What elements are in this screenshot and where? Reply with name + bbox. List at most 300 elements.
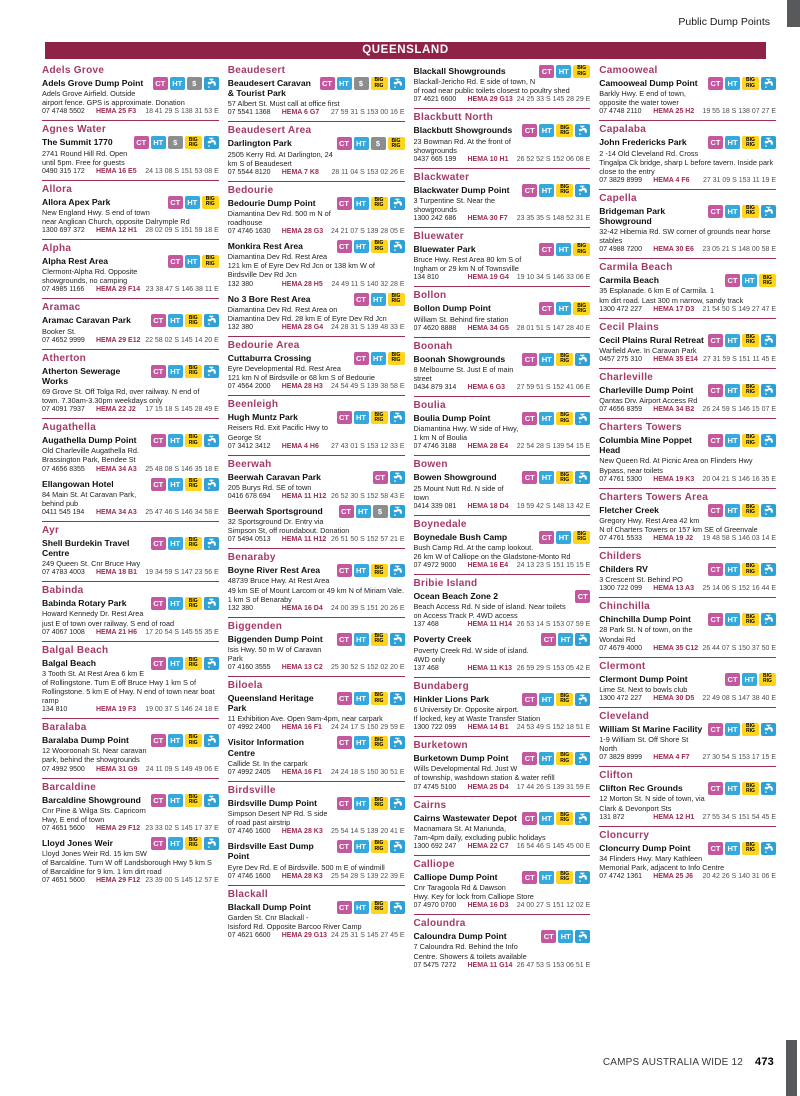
gps-coordinates: 24 25 31 S 145 27 45 E — [331, 931, 405, 939]
cassette-toilet-icon: CT — [725, 274, 740, 287]
cassette-toilet-icon: CT — [708, 205, 723, 218]
site-data-line — [599, 108, 776, 115]
big-rig-icon: BIG RIG — [371, 240, 388, 253]
hema-map-ref: HEMA 28 K3 — [281, 872, 323, 880]
column-4 — [599, 65, 776, 1065]
site-description: 8 Melbourne St. Just E of main street — [413, 364, 514, 383]
site-icons — [337, 240, 405, 253]
phone-number: 07 4620 8888 — [413, 324, 457, 332]
town-entry — [414, 65, 591, 103]
gps-coordinates: 25 54 14 S 139 20 41 E — [330, 828, 405, 836]
phone-number: 07 4651 5600 — [42, 824, 85, 832]
big-rig-icon: BIG RIG — [185, 365, 202, 378]
site-name: Lloyd Jones Weir — [42, 837, 113, 848]
big-rig-icon: BIG RIG — [556, 871, 573, 884]
gps-coordinates: 19 48 58 S 146 03 14 E — [702, 535, 776, 543]
town-entry — [599, 826, 776, 880]
site-name: Columbia Mine Poppet Head — [599, 435, 692, 456]
town-name: Bowen — [413, 459, 448, 471]
cassette-toilet-icon: CT — [151, 314, 166, 327]
hema-map-ref: HEMA 35 E14 — [653, 355, 698, 363]
hose-toilet-icon: HT — [539, 812, 554, 825]
cassette-toilet-icon: CT — [522, 812, 537, 825]
big-rig-icon: BIG RIG — [371, 564, 388, 577]
site-entry — [414, 124, 591, 162]
cassette-toilet-icon: CT — [575, 590, 590, 603]
site-icons — [708, 842, 776, 855]
phone-number: 1300 692 247 — [413, 842, 457, 850]
site-icons — [708, 782, 776, 795]
cassette-toilet-icon: CT — [151, 537, 166, 550]
phone-number: 07 4746 1600 — [227, 828, 271, 836]
site-name: Cuttaburra Crossing — [227, 352, 312, 363]
site-description: 48739 Bruce Hwy. At Rest Area 49 km SE of Mount Larcom or 49 km N of Miriam Vale. 1 km S of Benaraby — [227, 576, 405, 604]
gps-coordinates: 24 24 18 S 150 30 51 E — [330, 768, 405, 776]
cassette-toilet-icon: CT — [337, 633, 352, 646]
big-rig-icon: BIG RIG — [742, 782, 759, 795]
phone-number: 07 4992 2405 — [227, 768, 271, 776]
big-rig-icon: BIG RIG — [371, 692, 388, 705]
water-tap-icon — [761, 842, 776, 855]
water-tap-icon — [390, 77, 405, 90]
site-data-line — [42, 766, 219, 773]
site-name: Beaudesert Caravan & Tourist Park — [227, 78, 311, 99]
phone-number: 131 872 — [599, 813, 625, 821]
site-data-line — [414, 621, 591, 628]
site-data-line — [599, 814, 776, 821]
town-entry — [599, 707, 776, 761]
gps-coordinates: 25 14 06 S 152 16 44 E — [702, 585, 776, 593]
site-name: No 3 Bore Rest Area — [227, 293, 311, 304]
town-entry — [228, 395, 405, 449]
site-data-line — [42, 337, 219, 344]
water-tap-icon — [390, 901, 405, 914]
hema-map-ref: HEMA 16 F1 — [281, 768, 322, 776]
phone-number: 07 4679 4000 — [599, 644, 643, 652]
hema-map-ref: HEMA 29 F14 — [96, 286, 141, 294]
town-name: Charters Towers — [599, 422, 682, 434]
site-description: New England Hwy. S end of town near Anglican Church, opposite Dalrymple Rd — [42, 207, 190, 226]
town-entry — [414, 455, 591, 509]
hose-toilet-icon: HT — [725, 723, 740, 736]
phone-number: 1300 697 372 — [42, 227, 85, 235]
big-rig-icon: BIG RIG — [388, 137, 405, 150]
phone-number: 07 4748 5502 — [42, 108, 85, 116]
water-tap-icon — [390, 471, 405, 484]
hema-map-ref: HEMA 16 D3 — [467, 902, 509, 910]
hema-map-ref: HEMA 28 K3 — [281, 828, 323, 836]
water-tap-icon — [204, 794, 219, 807]
phone-number: 0411 545 194 — [42, 508, 85, 516]
hema-map-ref: HEMA 6 G3 — [467, 384, 505, 392]
site-description: Cnr Pine & Wilga Sts. Capricorn Hwy, E end of town — [42, 805, 146, 824]
town-entry — [599, 65, 776, 115]
site-name: Queensland Heritage Park — [227, 693, 314, 714]
phone-number: 0490 315 172 — [42, 167, 85, 175]
site-description: Bruce Hwy. Rest Area 80 km S of Ingham or 29 km N of Townsville — [413, 255, 522, 274]
town-entry — [228, 781, 405, 880]
hema-map-ref: HEMA 4 F7 — [653, 754, 690, 762]
hema-map-ref: HEMA 16 E5 — [96, 167, 137, 175]
site-entry — [414, 930, 591, 968]
fee-dollar-icon: $ — [168, 136, 183, 149]
big-rig-icon: BIG RIG — [742, 77, 759, 90]
gps-coordinates: 27 43 01 S 153 12 33 E — [330, 442, 405, 450]
site-description: Bush Camp Rd. At the camp lookout. 26 km W of Calliope on the Gladstone-Monto Rd — [413, 542, 571, 562]
big-rig-icon: BIG RIG — [573, 65, 590, 78]
cassette-toilet-icon: CT — [522, 124, 537, 137]
gps-coordinates: 23 35 35 S 148 52 31 E — [516, 215, 591, 223]
phone-number: 0437 665 199 — [413, 155, 457, 163]
hose-toilet-icon: HT — [539, 184, 554, 197]
gps-coordinates: 24 28 31 S 139 48 33 E — [330, 323, 405, 331]
site-entry — [42, 255, 219, 293]
hose-toilet-icon: HT — [168, 314, 183, 327]
site-icons — [708, 563, 776, 576]
hema-map-ref: HEMA 30 F7 — [467, 215, 508, 223]
site-name: Hugh Muntz Park — [227, 412, 298, 423]
fee-dollar-icon: $ — [354, 77, 369, 90]
cassette-toilet-icon: CT — [151, 597, 166, 610]
water-tap-icon — [761, 563, 776, 576]
site-data-line — [228, 873, 405, 880]
town-name: Chinchilla — [599, 601, 651, 613]
hose-toilet-icon: HT — [354, 797, 369, 810]
site-name: Bowen Showground — [413, 472, 497, 483]
hose-toilet-icon: HT — [185, 196, 200, 209]
site-description: Old Charleville Augathella Rd. Brassington Park, Bendee St — [42, 446, 139, 465]
water-tap-icon — [575, 693, 590, 706]
site-entry — [42, 837, 219, 884]
site-entry — [228, 411, 405, 449]
site-data-line — [42, 406, 219, 413]
cassette-toilet-icon: CT — [151, 657, 166, 670]
big-rig-icon: BIG RIG — [742, 205, 759, 218]
big-rig-icon: BIG RIG — [185, 657, 202, 670]
site-entry — [42, 77, 219, 115]
hose-toilet-icon: HT — [168, 478, 183, 491]
big-rig-icon: BIG RIG — [388, 293, 405, 306]
big-rig-icon: BIG RIG — [556, 752, 573, 765]
site-icons — [337, 633, 405, 646]
site-icons — [539, 65, 590, 78]
hema-map-ref: HEMA 34 A3 — [96, 508, 137, 516]
phone-number: 07 4656 8359 — [599, 406, 643, 414]
hose-toilet-icon: HT — [354, 901, 369, 914]
site-icons — [337, 692, 405, 705]
town-entry — [42, 418, 219, 516]
site-icons — [522, 353, 590, 366]
hema-map-ref: HEMA 11 H14 — [467, 621, 512, 629]
site-description: Simpson Desert NP Rd. S side of road past airstrip — [227, 809, 328, 828]
gps-coordinates: 17 15 18 S 145 28 49 E — [145, 406, 219, 414]
site-description: 7 Caloundra Rd. Behind the Info Centre. Showers & toilets available — [413, 942, 527, 961]
site-name: Baralaba Dump Point — [42, 735, 129, 746]
fee-dollar-icon: $ — [371, 137, 386, 150]
site-name: Clifton Rec Grounds — [599, 783, 683, 794]
big-rig-icon: BIG RIG — [742, 384, 759, 397]
site-data-line — [599, 246, 776, 253]
site-description: Adels Grove Airfield. Outside airport fence. GPS is approximate. Donation — [42, 89, 185, 108]
big-rig-icon: BIG RIG — [742, 136, 759, 149]
site-description: 84 Main St. At Caravan Park, behind pub — [42, 489, 137, 508]
site-icons — [373, 471, 405, 484]
gps-coordinates: 19 00 37 S 146 24 18 E — [145, 706, 219, 714]
site-description: Wills Developmental Rd. Just W of township, washdown station & water refill — [413, 764, 555, 783]
water-tap-icon — [204, 734, 219, 747]
site-description: 205 Burys Rd. SE of town — [227, 482, 312, 492]
hema-map-ref: HEMA 16 D4 — [281, 604, 323, 612]
big-rig-icon: BIG RIG — [742, 504, 759, 517]
town-entry — [414, 736, 591, 790]
page-footer — [603, 1056, 774, 1068]
hema-map-ref: HEMA 12 H1 — [96, 227, 137, 235]
gps-coordinates: 28 02 09 S 151 59 18 E — [145, 227, 219, 235]
hose-toilet-icon: HT — [371, 352, 386, 365]
phone-number: 137 468 — [413, 664, 439, 672]
site-name: Boyne River Rest Area — [227, 565, 321, 576]
phone-number: 07 4742 1361 — [599, 872, 643, 880]
town-name: Alpha — [42, 243, 72, 255]
big-rig-icon: BIG RIG — [742, 613, 759, 626]
hema-map-ref: HEMA 29 F12 — [96, 824, 141, 832]
cassette-toilet-icon: CT — [539, 302, 554, 315]
site-name: Cecil Plains Rural Retreat — [599, 334, 704, 345]
site-entry — [599, 782, 776, 820]
town-entry — [42, 349, 219, 414]
phone-number: 134 810 — [413, 274, 439, 282]
cassette-toilet-icon: CT — [151, 434, 166, 447]
cassette-toilet-icon: CT — [541, 930, 556, 943]
site-entry — [228, 840, 405, 879]
hose-toilet-icon: HT — [354, 736, 369, 749]
gps-coordinates: 27 31 59 S 151 11 45 E — [702, 355, 776, 363]
town-name: Aramac — [42, 302, 81, 314]
site-data-line — [228, 828, 405, 835]
site-data-line — [42, 168, 219, 175]
big-rig-icon: BIG RIG — [371, 797, 388, 810]
cassette-toilet-icon: CT — [708, 842, 723, 855]
page-edge-tab-bottom — [786, 1040, 797, 1096]
town-entry — [414, 515, 591, 569]
town-entry — [599, 258, 776, 312]
big-rig-icon: BIG RIG — [742, 563, 759, 576]
site-entry — [42, 314, 219, 343]
site-data-line — [414, 962, 591, 969]
site-name: Bridgeman Park Showground — [599, 205, 666, 226]
water-tap-icon — [761, 136, 776, 149]
gps-coordinates: 22 58 02 S 145 14 20 E — [145, 336, 219, 344]
site-description: 2 -14 Old Cleveland Rd. Cross Tingalpa Ck bridge, sharp L before tavern. Inside park close to the entry — [599, 148, 774, 176]
gps-coordinates: 25 54 28 S 139 22 39 E — [330, 872, 405, 880]
town-entry — [599, 766, 776, 820]
hose-toilet-icon: HT — [556, 302, 571, 315]
site-entry — [42, 434, 219, 472]
big-rig-icon: BIG RIG — [371, 901, 388, 914]
site-description: 3 Tooth St. At Rest Area 6 km E of Rollingstone. Turn E off Bruce Hwy 1 km S of Rollingstone. 5 km E of Hwy. N end of town near boat ramp — [42, 668, 215, 706]
site-entry — [414, 693, 591, 731]
site-data-line — [414, 325, 591, 332]
site-description: 12 Morton St. N side of town, via Clark & Devonport Sts — [599, 794, 705, 813]
site-entry — [228, 197, 405, 235]
phone-number: 07 4746 1630 — [227, 228, 271, 236]
town-name: Atherton — [42, 352, 87, 364]
hose-toilet-icon: HT — [354, 137, 369, 150]
big-rig-icon: BIG RIG — [556, 693, 573, 706]
gps-coordinates: 19 55 18 S 138 07 27 E — [702, 108, 776, 116]
gps-coordinates: 27 31 09 S 153 11 19 E — [702, 176, 776, 184]
site-entry — [228, 471, 405, 500]
site-description: 11 Exhibition Ave. Open 9am-4pm, near carpark — [227, 714, 383, 724]
hema-map-ref: HEMA 4 F6 — [653, 176, 690, 184]
hose-toilet-icon: HT — [168, 434, 183, 447]
site-entry — [599, 205, 776, 254]
water-tap-icon — [761, 77, 776, 90]
site-data-line — [42, 569, 219, 576]
cassette-toilet-icon: CT — [522, 871, 537, 884]
site-description: 69 Grove St. Off Tolga Rd, over railway. N end of town. 7.30am-3.30pm weekdays only — [42, 386, 200, 406]
cassette-toilet-icon: CT — [337, 840, 352, 853]
town-name: Boonah — [413, 340, 453, 352]
town-entry — [228, 676, 405, 776]
phone-number: 07 4160 3555 — [227, 664, 271, 672]
site-data-line — [599, 476, 776, 483]
water-tap-icon — [575, 124, 590, 137]
water-tap-icon — [761, 723, 776, 736]
water-tap-icon — [204, 365, 219, 378]
cassette-toilet-icon: CT — [151, 734, 166, 747]
site-description: New Queen Rd. At Picnic Area on Flinders Hwy Bypass, near toilets — [599, 456, 753, 475]
site-data-line — [228, 605, 405, 612]
hema-map-ref: HEMA 13 A3 — [653, 585, 694, 593]
site-name: Camooweal Dump Point — [599, 78, 698, 88]
town-entry — [414, 337, 591, 391]
town-name: Agnes Water — [42, 124, 107, 136]
site-description: 2505 Kerry Rd. At Darlington, 24 km S of Beaudesert — [227, 149, 333, 168]
site-name: Boulia Dump Point — [413, 413, 491, 424]
town-entry — [42, 641, 219, 714]
site-data-line — [414, 902, 591, 909]
town-name: Blackwater — [413, 171, 470, 183]
page-header-title: Public Dump Points — [678, 16, 770, 28]
hema-map-ref: HEMA 28 G3 — [281, 228, 324, 236]
phone-number: 07 4656 8355 — [42, 465, 85, 473]
phone-number: 07 4746 3188 — [413, 443, 457, 451]
cassette-toilet-icon: CT — [134, 136, 149, 149]
hema-map-ref: HEMA 25 F3 — [96, 108, 137, 116]
column-3 — [414, 65, 591, 1065]
site-data-line — [42, 825, 219, 832]
site-entry — [228, 505, 405, 543]
site-icons — [708, 334, 776, 347]
site-description: Qantas Drv. Airport Access Rd — [599, 396, 698, 406]
site-entry — [228, 240, 405, 287]
hose-toilet-icon: HT — [354, 564, 369, 577]
site-icons — [134, 136, 219, 149]
site-data-line — [42, 509, 219, 516]
site-entry — [228, 293, 405, 331]
site-entry — [42, 794, 219, 832]
site-data-line — [228, 383, 405, 390]
cassette-toilet-icon: CT — [708, 563, 723, 576]
site-name: Clermont Dump Point — [599, 673, 688, 684]
town-name: Benaraby — [227, 552, 276, 564]
cassette-toilet-icon: CT — [373, 471, 388, 484]
hema-map-ref: HEMA 28 G4 — [281, 323, 324, 331]
town-name: Capalaba — [599, 124, 647, 136]
big-rig-icon: BIG RIG — [742, 434, 759, 447]
town-name: Cloncurry — [599, 829, 650, 841]
site-data-line — [42, 108, 219, 115]
gps-coordinates: 23 39 00 S 145 12 57 E — [145, 877, 219, 885]
site-data-line — [42, 286, 219, 293]
site-icons — [151, 734, 219, 747]
town-name: Childers — [599, 551, 642, 563]
site-name: Charleville Dump Point — [599, 384, 694, 395]
big-rig-icon: BIG RIG — [388, 352, 405, 365]
town-name: Beerwah — [227, 458, 272, 470]
phone-number: 07 4745 5100 — [413, 783, 457, 791]
state-heading-label: QUEENSLAND — [362, 44, 449, 56]
phone-number: 07 4748 2110 — [599, 108, 642, 116]
town-name: Bluewater — [413, 231, 464, 243]
phone-number: 07 4652 9999 — [42, 336, 85, 344]
water-tap-icon — [390, 840, 405, 853]
gps-coordinates: 26 24 59 S 146 15 07 E — [702, 406, 776, 414]
water-tap-icon — [390, 692, 405, 705]
site-data-line — [599, 695, 776, 702]
big-rig-icon: BIG RIG — [185, 734, 202, 747]
hose-toilet-icon: HT — [556, 65, 571, 78]
cassette-toilet-icon: CT — [522, 353, 537, 366]
gps-coordinates: 27 59 31 S 153 00 16 E — [330, 109, 405, 117]
water-tap-icon — [204, 478, 219, 491]
site-description: Poverty Creek Rd. W side of island. 4WD only — [413, 645, 529, 664]
phone-number: 134 810 — [42, 706, 68, 714]
town-entry — [228, 121, 405, 175]
phone-number: 132 380 — [227, 323, 254, 331]
site-data-line — [414, 562, 591, 569]
hema-map-ref: HEMA 19 K3 — [653, 475, 695, 483]
town-entry — [42, 581, 219, 635]
town-entry — [599, 488, 776, 542]
gps-coordinates: 17 20 54 S 145 55 35 E — [145, 628, 219, 636]
phone-number: 07 5494 0513 — [227, 536, 271, 544]
gps-coordinates: 20 04 21 S 146 16 35 E — [702, 475, 776, 483]
site-name: Shell Burdekin Travel Centre — [42, 537, 130, 559]
site-description: 32 Sportsground Dr. Entry via Simpson St, off roundabout. Donation — [227, 517, 350, 536]
site-entry — [414, 65, 591, 103]
hema-map-ref: HEMA 19 F3 — [96, 706, 137, 714]
gps-coordinates: 24 54 49 S 139 38 58 E — [330, 383, 405, 391]
cassette-toilet-icon: CT — [708, 613, 723, 626]
town-entry — [599, 189, 776, 254]
town-name: Baralaba — [42, 722, 87, 734]
water-tap-icon — [390, 197, 405, 210]
site-name: Blackall Dump Point — [227, 901, 311, 912]
hose-toilet-icon: HT — [168, 734, 183, 747]
hema-map-ref: HEMA 18 B1 — [96, 569, 137, 577]
site-icons — [725, 274, 776, 287]
town-name: Allora — [42, 183, 73, 195]
water-tap-icon — [761, 205, 776, 218]
water-tap-icon — [390, 240, 405, 253]
site-name: Blackbutt Showgrounds — [413, 125, 513, 136]
site-name: Fletcher Creek — [599, 504, 659, 515]
site-icons — [153, 77, 219, 90]
town-entry — [42, 718, 219, 772]
town-name: Cairns — [413, 799, 447, 811]
